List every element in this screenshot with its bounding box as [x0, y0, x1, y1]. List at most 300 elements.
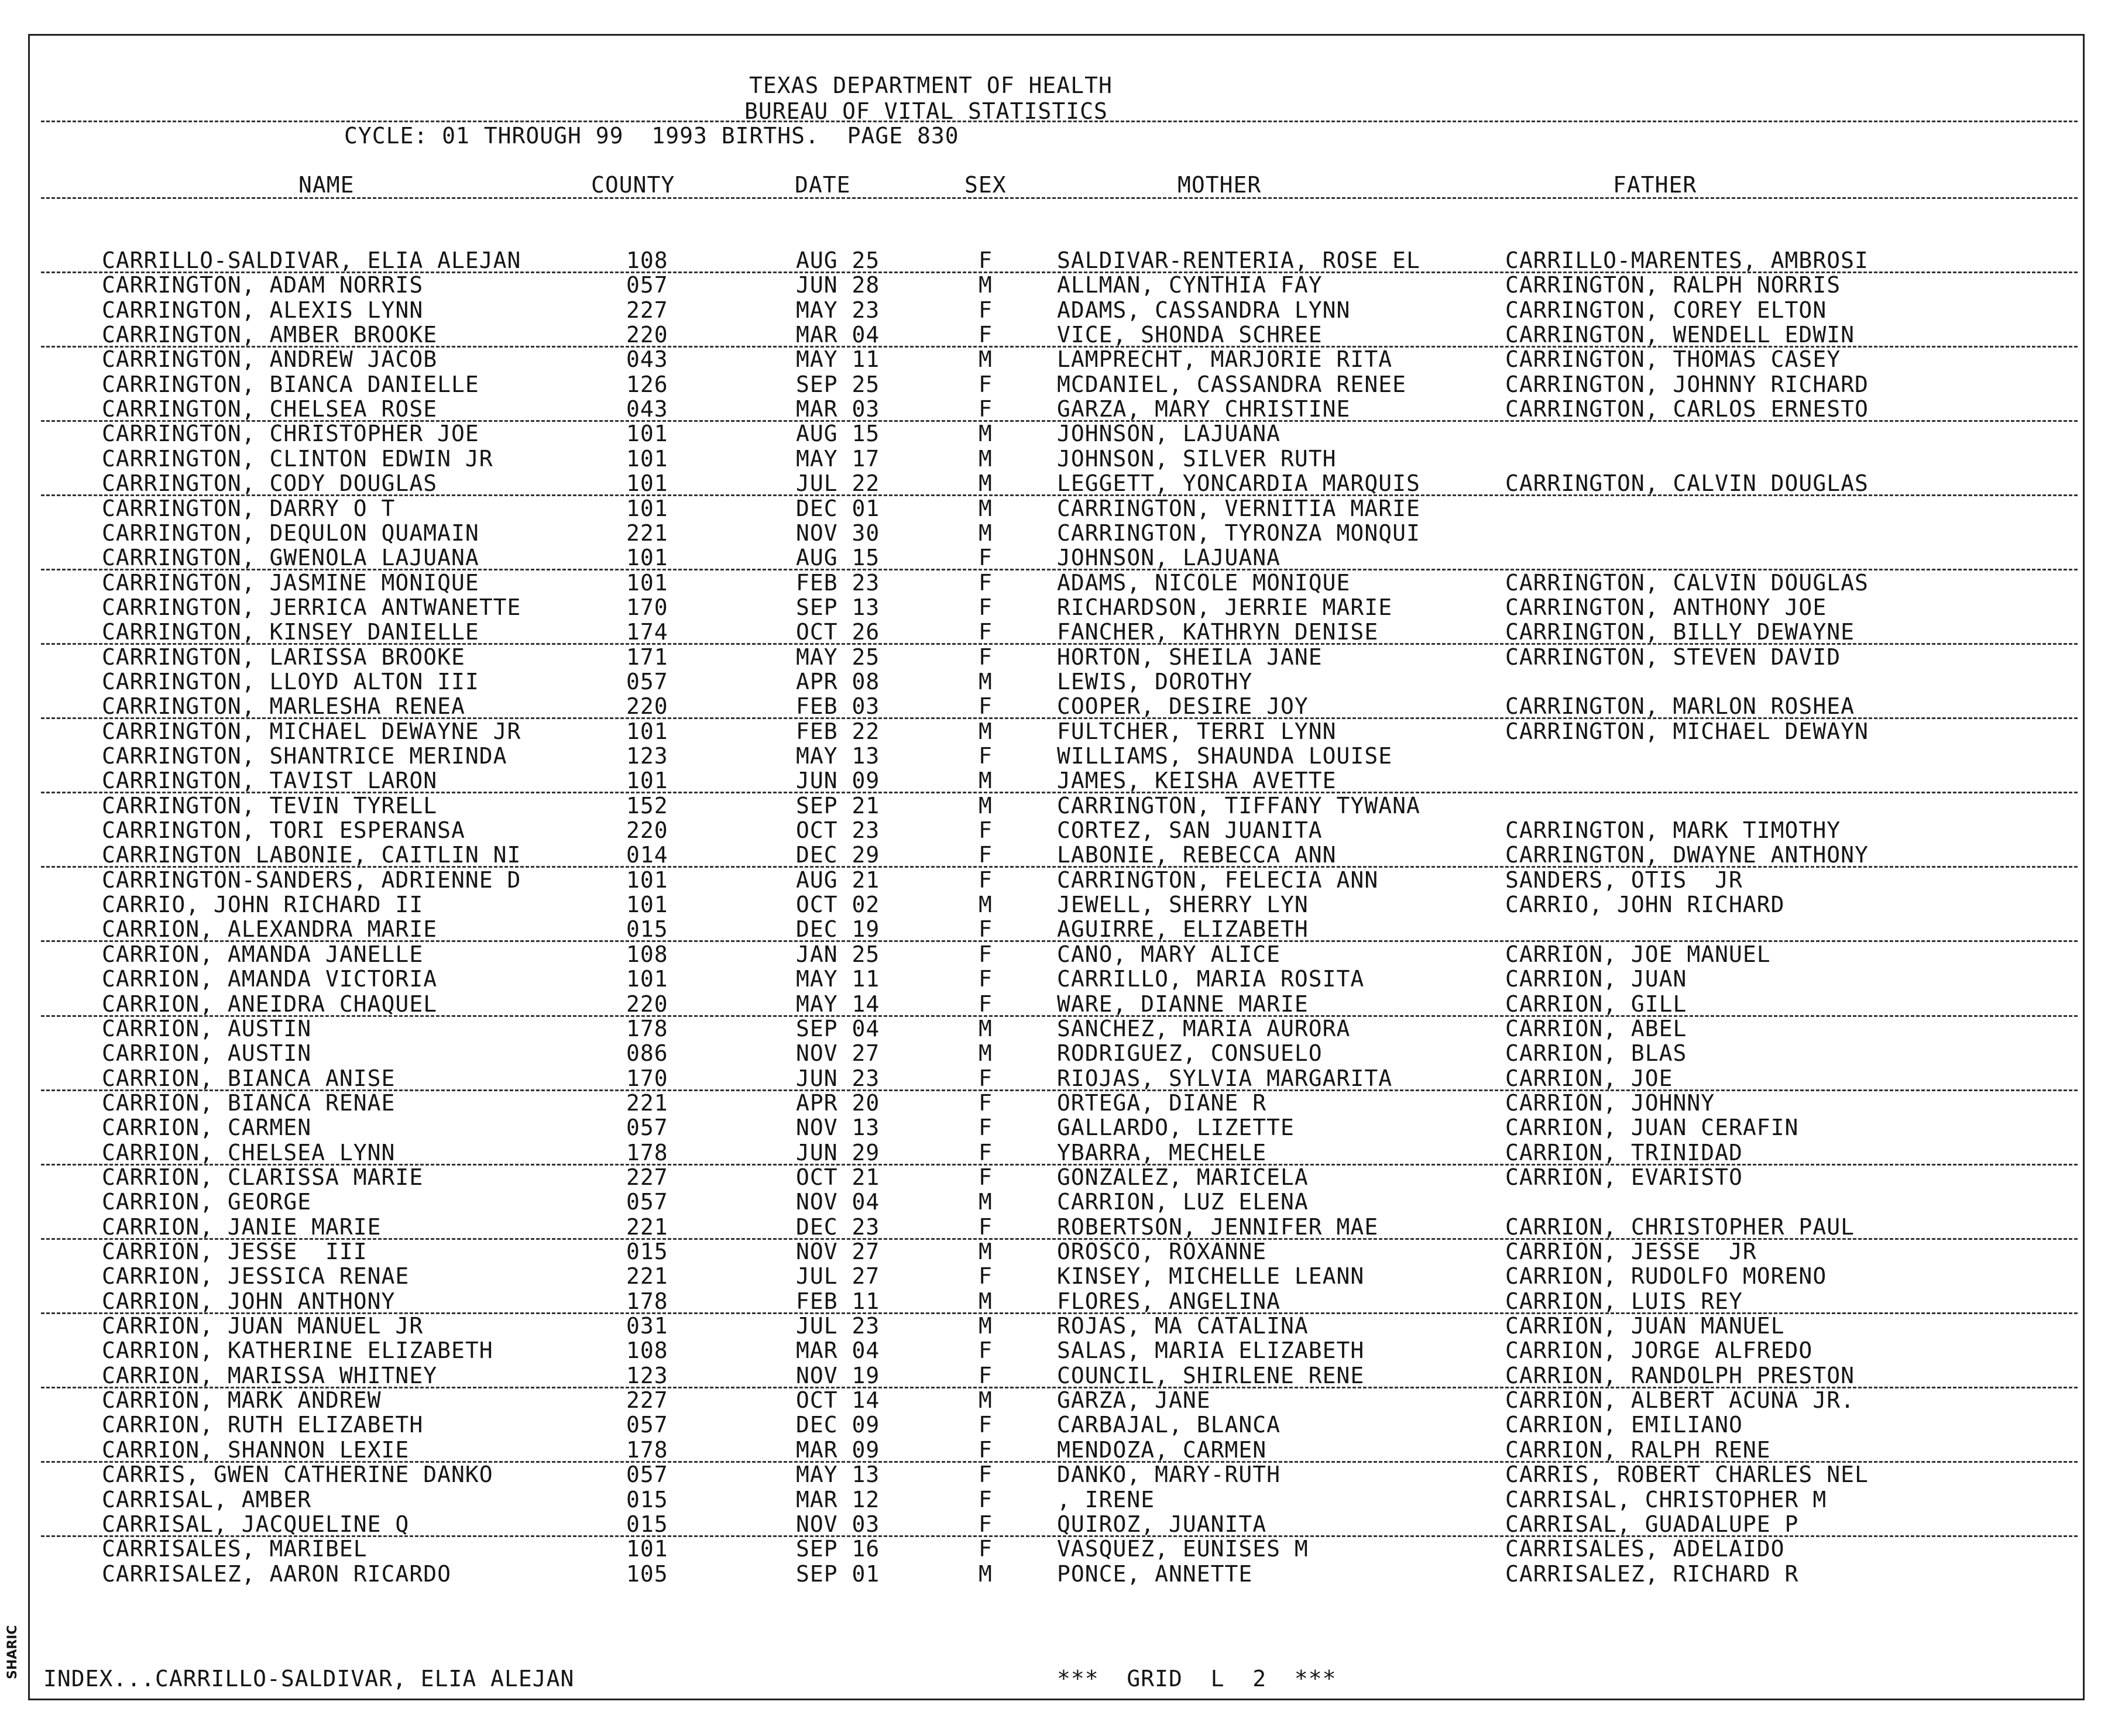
cell-county: 014 [626, 842, 668, 868]
cell-mother: OROSCO, ROXANNE [1057, 1239, 1267, 1264]
cell-county: 101 [626, 545, 668, 571]
cell-father: CARRION, JUAN CERAFIN [1505, 1115, 1799, 1141]
cell-name: CARRINGTON, BIANCA DANIELLE [102, 371, 479, 397]
cell-name: CARRINGTON, ANDREW JACOB [102, 346, 438, 373]
cell-date: NOV 19 [796, 1362, 880, 1388]
cell-mother: LAMPRECHT, MARJORIE RITA [1057, 346, 1393, 373]
cell-father: CARRION, CHRISTOPHER PAUL [1505, 1214, 1855, 1240]
cell-name: CARRINGTON, TAVIST LARON [102, 768, 438, 794]
cell-name: CARRISALES, MARIBEL [102, 1536, 368, 1562]
cell-county: 221 [626, 1214, 668, 1240]
table-row [0, 446, 2107, 471]
cell-name: CARRIO, JOHN RICHARD II [102, 892, 424, 918]
cell-date: SEP 21 [796, 792, 880, 819]
cell-father: CARRION, JUAN MANUEL [1505, 1313, 1785, 1339]
cell-sex: F [979, 817, 993, 844]
cell-date: NOV 30 [796, 520, 880, 546]
cell-date: MAY 13 [796, 1462, 880, 1488]
cell-county: 086 [626, 1040, 668, 1067]
cell-mother: LEGGETT, YONCARDIA MARQUIS [1057, 470, 1420, 497]
cell-sex: M [979, 668, 993, 695]
cell-name: CARRINGTON, KINSEY DANIELLE [102, 619, 479, 645]
table-row [0, 1412, 2107, 1437]
cell-mother: AGUIRRE, ELIZABETH [1057, 916, 1309, 943]
cell-father: CARRION, LUIS REY [1505, 1288, 1743, 1314]
table-row [0, 1239, 2107, 1264]
cell-sex: F [979, 1263, 993, 1290]
cell-name: CARRINGTON, TORI ESPERANSA [102, 817, 465, 844]
cell-sex: F [979, 619, 993, 645]
cell-name: CARRINGTON, CHRISTOPHER JOE [102, 421, 479, 447]
cell-name: CARRION, JESSICA RENAE [102, 1263, 410, 1290]
cell-date: NOV 27 [796, 1040, 880, 1067]
cell-mother: CORTEZ, SAN JUANITA [1057, 817, 1323, 844]
cell-name: CARRION, BIANCA ANISE [102, 1065, 396, 1091]
cell-county: 031 [626, 1313, 668, 1339]
cell-father: CARRION, ALBERT ACUNA JR. [1505, 1387, 1855, 1414]
cell-sex: F [979, 569, 993, 596]
cell-county: 152 [626, 792, 668, 819]
cell-father: CARRINGTON, CARLOS ERNESTO [1505, 396, 1869, 422]
cell-name: CARRION, MARISSA WHITNEY [102, 1362, 438, 1388]
cell-name: CARRINGTON, CODY DOUGLAS [102, 470, 438, 497]
cell-mother: WILLIAMS, SHAUNDA LOUISE [1057, 743, 1393, 769]
cell-sex: M [979, 1040, 993, 1067]
cell-mother: GALLARDO, LIZETTE [1057, 1115, 1295, 1141]
cell-sex: F [979, 1412, 993, 1438]
cell-date: JUN 28 [796, 272, 880, 298]
table-row [0, 1091, 2107, 1115]
cell-county: 108 [626, 247, 668, 273]
table-row [0, 521, 2107, 545]
cell-name: CARRINGTON, SHANTRICE MERINDA [102, 743, 507, 769]
table-row [0, 1165, 2107, 1190]
cell-county: 101 [626, 966, 668, 992]
table-row [0, 1016, 2107, 1041]
cell-date: MAY 14 [796, 991, 880, 1017]
cell-sex: M [979, 272, 993, 298]
cell-father: CARRISAL, CHRISTOPHER M [1505, 1486, 1827, 1512]
cell-name: CARRILLO-SALDIVAR, ELIA ALEJAN [102, 247, 521, 273]
cell-mother: GARZA, MARY CHRISTINE [1057, 396, 1351, 422]
cell-county: 221 [626, 520, 668, 546]
cell-name: CARRINGTON, GWENOLA LAJUANA [102, 545, 479, 571]
cell-name: CARRION, CHELSEA LYNN [102, 1139, 396, 1166]
cell-father: CARRION, JESSE JR [1505, 1239, 1757, 1264]
cell-sex: F [979, 1115, 993, 1141]
cell-county: 101 [626, 421, 668, 447]
cell-county: 171 [626, 644, 668, 670]
cell-sex: F [979, 867, 993, 893]
cell-sex: M [979, 1288, 993, 1314]
cell-name: CARRISAL, JACQUELINE Q [102, 1511, 410, 1537]
cell-date: OCT 21 [796, 1164, 880, 1190]
col-header-mother: MOTHER [1177, 172, 1262, 198]
cell-date: FEB 23 [796, 569, 880, 596]
cell-mother: CARRINGTON, TIFFANY TYWANA [1057, 792, 1420, 819]
bureau-title: BUREAU OF VITAL STATISTICS [744, 98, 1108, 124]
cell-name: CARRION, CLARISSA MARIE [102, 1164, 424, 1190]
cell-name: CARRION, AMANDA VICTORIA [102, 966, 438, 992]
table-row [0, 992, 2107, 1016]
cell-name: CARRINGTON, CLINTON EDWIN JR [102, 445, 493, 472]
cell-name: CARRION, JUAN MANUEL JR [102, 1313, 424, 1339]
table-row [0, 768, 2107, 793]
cell-sex: F [979, 1436, 993, 1463]
cell-date: AUG 15 [796, 421, 880, 447]
cell-mother: RODRIGUEZ, CONSUELO [1057, 1040, 1323, 1067]
cell-county: 174 [626, 619, 668, 645]
cell-sex: F [979, 1089, 993, 1116]
table-row [0, 273, 2107, 297]
cell-sex: F [979, 247, 993, 273]
table-row [0, 1562, 2107, 1586]
cell-mother: SANCHEZ, MARIA AURORA [1057, 1015, 1351, 1041]
cell-father: CARRINGTON, THOMAS CASEY [1505, 346, 1841, 373]
cell-date: APR 20 [796, 1089, 880, 1116]
cell-sex: F [979, 1486, 993, 1512]
cell-date: FEB 22 [796, 718, 880, 744]
table-row [0, 1066, 2107, 1091]
cell-name: CARRION, ANEIDRA CHAQUEL [102, 991, 438, 1017]
cell-sex: F [979, 297, 993, 323]
cell-date: APR 08 [796, 668, 880, 695]
table-row [0, 868, 2107, 892]
cell-father: CARRISALEZ, RICHARD R [1505, 1560, 1799, 1587]
cell-father: CARRION, TRINIDAD [1505, 1139, 1743, 1166]
cell-date: MAY 13 [796, 743, 880, 769]
table-row [0, 496, 2107, 521]
cell-name: CARRISAL, AMBER [102, 1486, 312, 1512]
cell-date: JUN 23 [796, 1065, 880, 1091]
cell-father: CARRION, ABEL [1505, 1015, 1687, 1041]
footer-index: INDEX...CARRILLO-SALDIVAR, ELIA ALEJAN [43, 1666, 575, 1692]
cell-county: 227 [626, 297, 668, 323]
cell-name: CARRION, MARK ANDREW [102, 1387, 382, 1414]
cell-father: CARRIS, ROBERT CHARLES NEL [1505, 1462, 1869, 1488]
cell-mother: FANCHER, KATHRYN DENISE [1057, 619, 1379, 645]
col-header-date: DATE [795, 172, 851, 198]
cell-date: MAY 11 [796, 966, 880, 992]
cell-name: CARRION, AUSTIN [102, 1040, 312, 1067]
cell-date: AUG 15 [796, 545, 880, 571]
cell-mother: ADAMS, NICOLE MONIQUE [1057, 569, 1351, 596]
cell-mother: LEWIS, DOROTHY [1057, 668, 1253, 695]
cell-father: CARRINGTON, MARLON ROSHEA [1505, 693, 1855, 720]
cell-father: CARRINGTON, CALVIN DOUGLAS [1505, 470, 1869, 497]
cell-mother: COUNCIL, SHIRLENE RENE [1057, 1362, 1365, 1388]
cell-county: 057 [626, 1115, 668, 1141]
cell-mother: , IRENE [1057, 1486, 1155, 1512]
footer-grid: *** GRID L 2 *** [1057, 1666, 1337, 1692]
table-row [0, 1363, 2107, 1388]
table-row [0, 1388, 2107, 1412]
cell-date: JUL 27 [796, 1263, 880, 1290]
cell-sex: M [979, 1560, 993, 1587]
table-row [0, 1289, 2107, 1314]
cell-sex: F [979, 644, 993, 670]
cell-mother: CANO, MARY ALICE [1057, 941, 1281, 967]
cell-sex: M [979, 495, 993, 521]
cell-father: CARRION, RUDOLFO MORENO [1505, 1263, 1827, 1290]
cell-name: CARRINGTON, LLOYD ALTON III [102, 668, 479, 695]
cell-county: 123 [626, 1362, 668, 1388]
cell-father: CARRION, EVARISTO [1505, 1164, 1743, 1190]
cell-mother: KINSEY, MICHELLE LEANN [1057, 1263, 1365, 1290]
cell-father: CARRINGTON, MARK TIMOTHY [1505, 817, 1841, 844]
table-row [0, 669, 2107, 694]
cell-mother: RICHARDSON, JERRIE MARIE [1057, 594, 1393, 620]
cell-father: CARRION, RALPH RENE [1505, 1436, 1771, 1463]
table-row [0, 942, 2107, 967]
cell-date: FEB 11 [796, 1288, 880, 1314]
cell-county: 057 [626, 1462, 668, 1488]
cell-sex: F [979, 693, 993, 720]
cell-county: 220 [626, 991, 668, 1017]
cell-sex: M [979, 892, 993, 918]
cell-mother: MCDANIEL, CASSANDRA RENEE [1057, 371, 1406, 397]
header-divider [41, 121, 2078, 122]
cell-county: 123 [626, 743, 668, 769]
cell-county: 101 [626, 445, 668, 472]
cell-name: CARRINGTON, DARRY O T [102, 495, 396, 521]
cell-date: DEC 09 [796, 1412, 880, 1438]
cell-mother: VASQUEZ, EUNISES M [1057, 1536, 1309, 1562]
cell-name: CARRION, CARMEN [102, 1115, 312, 1141]
cell-mother: MENDOZA, CARMEN [1057, 1436, 1267, 1463]
table-row [0, 471, 2107, 496]
cell-county: 057 [626, 272, 668, 298]
cell-mother: JAMES, KEISHA AVETTE [1057, 768, 1337, 794]
cell-date: MAY 25 [796, 644, 880, 670]
cell-mother: GARZA, JANE [1057, 1387, 1211, 1414]
table-row [0, 421, 2107, 446]
cell-name: CARRINGTON, JASMINE MONIQUE [102, 569, 479, 596]
cell-mother: CARRINGTON, TYRONZA MONQUI [1057, 520, 1420, 546]
cell-father: CARRISALES, ADELAIDO [1505, 1536, 1785, 1562]
table-row [0, 843, 2107, 867]
cell-name: CARRINGTON LABONIE, CAITLIN NI [102, 842, 521, 868]
cell-father: CARRINGTON, DWAYNE ANTHONY [1505, 842, 1869, 868]
cell-father: CARRINGTON, BILLY DEWAYNE [1505, 619, 1855, 645]
cell-mother: ORTEGA, DIANE R [1057, 1089, 1267, 1116]
cell-sex: F [979, 966, 993, 992]
cell-date: DEC 19 [796, 916, 880, 943]
cell-sex: F [979, 1338, 993, 1364]
cell-sex: F [979, 1462, 993, 1488]
cell-mother: HORTON, SHEILA JANE [1057, 644, 1323, 670]
cell-county: 101 [626, 718, 668, 744]
cell-sex: F [979, 322, 993, 348]
cell-county: 170 [626, 594, 668, 620]
cell-date: OCT 02 [796, 892, 880, 918]
table-row [0, 1264, 2107, 1288]
table-row [0, 298, 2107, 322]
cell-date: MAR 04 [796, 1338, 880, 1364]
cell-mother: DANKO, MARY-RUTH [1057, 1462, 1281, 1488]
cell-mother: ALLMAN, CYNTHIA FAY [1057, 272, 1323, 298]
cell-date: DEC 29 [796, 842, 880, 868]
cell-father: CARRION, JOE [1505, 1065, 1673, 1091]
cell-county: 105 [626, 1560, 668, 1587]
cell-name: CARRINGTON, MARLESHA RENEA [102, 693, 465, 720]
cell-sex: M [979, 1189, 993, 1215]
cell-date: SEP 01 [796, 1560, 880, 1587]
col-header-name: NAME [298, 172, 355, 198]
column-header-row [0, 173, 2107, 197]
cell-date: NOV 27 [796, 1239, 880, 1264]
cell-name: CARRINGTON-SANDERS, ADRIENNE D [102, 867, 521, 893]
table-row [0, 719, 2107, 744]
cell-name: CARRION, ALEXANDRA MARIE [102, 916, 438, 943]
cell-father: CARRION, EMILIANO [1505, 1412, 1743, 1438]
table-row [0, 248, 2107, 273]
cell-mother: YBARRA, MECHELE [1057, 1139, 1267, 1166]
table-row [0, 595, 2107, 620]
table-row [0, 744, 2107, 768]
cell-father: CARRION, BLAS [1505, 1040, 1687, 1067]
cell-name: CARRINGTON, ADAM NORRIS [102, 272, 424, 298]
cell-name: CARRION, AUSTIN [102, 1015, 312, 1041]
agency-title: TEXAS DEPARTMENT OF HEALTH [749, 73, 1113, 98]
table-row [0, 967, 2107, 991]
cell-county: 170 [626, 1065, 668, 1091]
cell-county: 126 [626, 371, 668, 397]
cell-name: CARRION, RUTH ELIZABETH [102, 1412, 424, 1438]
cell-name: CARRION, JANIE MARIE [102, 1214, 382, 1240]
col-header-sex: SEX [964, 172, 1007, 198]
cell-father: CARRINGTON, COREY ELTON [1505, 297, 1827, 323]
cell-father: CARRION, RANDOLPH PRESTON [1505, 1362, 1855, 1388]
cell-county: 015 [626, 1511, 668, 1537]
cell-county: 220 [626, 322, 668, 348]
cell-father: CARRION, JOE MANUEL [1505, 941, 1771, 967]
table-row [0, 1338, 2107, 1363]
cell-father: CARRINGTON, WENDELL EDWIN [1505, 322, 1855, 348]
cell-name: CARRINGTON, JERRICA ANTWANETTE [102, 594, 521, 620]
cell-county: 101 [626, 470, 668, 497]
cell-father: CARRISAL, GUADALUPE P [1505, 1511, 1799, 1537]
cell-county: 178 [626, 1139, 668, 1166]
cell-name: CARRISALEZ, AARON RICARDO [102, 1560, 451, 1587]
cell-county: 057 [626, 1412, 668, 1438]
cell-father: CARRION, JOHNNY [1505, 1089, 1715, 1116]
cell-mother: LABONIE, REBECCA ANN [1057, 842, 1337, 868]
cell-county: 178 [626, 1288, 668, 1314]
cell-date: FEB 03 [796, 693, 880, 720]
cell-county: 057 [626, 1189, 668, 1215]
cell-county: 101 [626, 867, 668, 893]
cell-mother: QUIROZ, JUANITA [1057, 1511, 1267, 1537]
table-row [0, 372, 2107, 397]
cell-sex: M [979, 1387, 993, 1414]
cell-sex: M [979, 792, 993, 819]
cell-mother: ROJAS, MA CATALINA [1057, 1313, 1309, 1339]
table-row [0, 570, 2107, 595]
cell-father: CARRION, GILL [1505, 991, 1687, 1017]
cell-mother: JOHNSON, SILVER RUTH [1057, 445, 1337, 472]
cell-mother: CARRINGTON, VERNITIA MARIE [1057, 495, 1420, 521]
table-row [0, 1215, 2107, 1239]
cell-date: NOV 04 [796, 1189, 880, 1215]
table-row [0, 1314, 2107, 1338]
cell-sex: M [979, 1015, 993, 1041]
table-row [0, 1041, 2107, 1065]
cell-date: JUN 29 [796, 1139, 880, 1166]
cell-mother: VICE, SHONDA SCHREE [1057, 322, 1323, 348]
cell-name: CARRION, SHANNON LEXIE [102, 1436, 410, 1463]
cell-date: OCT 26 [796, 619, 880, 645]
cell-county: 108 [626, 941, 668, 967]
cell-father: CARRILLO-MARENTES, AMBROSI [1505, 247, 1869, 273]
cell-sex: M [979, 445, 993, 472]
cell-date: OCT 23 [796, 817, 880, 844]
column-header-divider [41, 197, 2078, 199]
table-row [0, 818, 2107, 843]
cell-county: 015 [626, 1486, 668, 1512]
cell-county: 220 [626, 817, 668, 844]
table-row [0, 1487, 2107, 1512]
cell-date: MAR 03 [796, 396, 880, 422]
col-header-father: FATHER [1613, 172, 1697, 198]
cell-sex: F [979, 1511, 993, 1537]
table-row [0, 694, 2107, 719]
cell-sex: M [979, 470, 993, 497]
cell-mother: CARRINGTON, FELECIA ANN [1057, 867, 1379, 893]
cell-mother: JOHNSON, LAJUANA [1057, 421, 1281, 447]
cell-county: 101 [626, 569, 668, 596]
cell-date: SEP 04 [796, 1015, 880, 1041]
cell-mother: SALDIVAR-RENTERIA, ROSE EL [1057, 247, 1420, 273]
cell-sex: F [979, 1362, 993, 1388]
cell-father: CARRINGTON, STEVEN DAVID [1505, 644, 1841, 670]
table-row [0, 347, 2107, 372]
cell-name: CARRINGTON, AMBER BROOKE [102, 322, 438, 348]
cell-sex: F [979, 842, 993, 868]
cell-date: MAR 09 [796, 1436, 880, 1463]
table-row [0, 1115, 2107, 1140]
cell-sex: F [979, 594, 993, 620]
cell-date: OCT 14 [796, 1387, 880, 1414]
cell-sex: M [979, 1313, 993, 1339]
table-row [0, 1462, 2107, 1487]
cell-sex: F [979, 743, 993, 769]
cell-date: MAY 11 [796, 346, 880, 373]
cell-date: JAN 25 [796, 941, 880, 967]
cell-county: 178 [626, 1436, 668, 1463]
cell-date: SEP 16 [796, 1536, 880, 1562]
cell-county: 057 [626, 668, 668, 695]
cell-sex: M [979, 421, 993, 447]
cell-mother: CARBAJAL, BLANCA [1057, 1412, 1281, 1438]
cell-sex: F [979, 1065, 993, 1091]
cell-county: 101 [626, 768, 668, 794]
cell-father: CARRINGTON, JOHNNY RICHARD [1505, 371, 1869, 397]
cell-date: MAR 04 [796, 322, 880, 348]
cell-date: MAY 17 [796, 445, 880, 472]
cell-name: CARRIS, GWEN CATHERINE DANKO [102, 1462, 493, 1488]
cell-mother: JEWELL, SHERRY LYN [1057, 892, 1309, 918]
table-row [0, 620, 2107, 644]
cell-mother: CARRION, LUZ ELENA [1057, 1189, 1309, 1215]
cell-sex: M [979, 768, 993, 794]
table-row [0, 1190, 2107, 1214]
cell-name: CARRION, KATHERINE ELIZABETH [102, 1338, 493, 1364]
table-row [0, 1512, 2107, 1536]
cell-sex: F [979, 371, 993, 397]
cell-name: CARRINGTON, DEQULON QUAMAIN [102, 520, 479, 546]
cell-county: 221 [626, 1089, 668, 1116]
